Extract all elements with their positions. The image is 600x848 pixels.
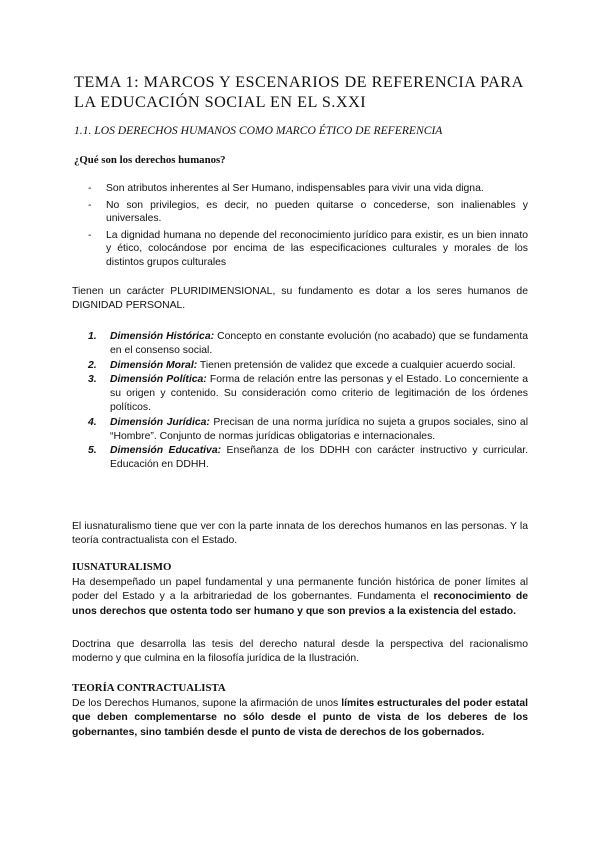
dimension-text: Forma de relación entre las personas y el Estado. Lo concerniente a su origen y contenido. Su consideración como criterio de legitimación de los órdenes políticos. [110,374,528,413]
dimension-term: Dimensión Política: [110,374,207,386]
dash-marker: - [88,229,92,241]
question-heading: ¿Qué son los derechos humanos? [74,154,226,166]
dimension-item [88,359,528,373]
paragraph-text: Ha desempeñado un papel fundamental y una permanente función histórica de poner límites al poder del Estado y a la arbitrariedad de los gobernantes. Fundamenta el [72,577,528,603]
contractualista-paragraph [72,697,528,740]
paragraph-text: De los Derechos Humanos, supone la afirmación de unos [72,698,342,709]
dimension-term: Dimensión Moral: [110,359,198,371]
list-item [88,199,528,226]
list-item [88,229,528,270]
iusnaturalismo-doctrine: Doctrina que desarrolla las tesis del derecho natural desde la perspectiva del racionalismo moderno y que culmina en la filosofía jurídica de la Ilustración. [72,639,528,665]
iusnaturalismo-intro: El iusnaturalismo tiene que ver con la parte innata de los derechos humanos en las personas. Y la teoría contractualista con el Estado. [72,521,528,547]
dimension-item [88,330,528,358]
dimension-item [88,444,528,472]
iusnaturalismo-paragraph [72,576,528,619]
intro-paragraph: Tienen un carácter PLURIDIMENSIONAL, su fundamento es dotar a los seres humanos de DIGNIDAD PERSONAL. [72,286,528,312]
dimension-text: Precisan de una norma jurídica no sujeta a grupos sociales, sino al “Hombre”. Conjunto de normas jurídicas obligatorias e internacionales. [110,416,529,442]
item-number: 1. [88,331,97,342]
item-number: 2. [88,359,97,371]
paragraph-bold-text: reconocimiento de unos derechos que ostenta todo ser humano y que son previos a la existencia del estado. [72,591,528,617]
dimension-text: Tienen pretensión de validez que excede a cualquier acuerdo social. [197,359,516,371]
section-subtitle: 1.1. LOS DERECHOS HUMANOS COMO MARCO ÉTICO DE REFERENCIA [74,124,443,137]
dimensions-list [88,330,528,473]
list-item-text: Son atributos inherentes al Ser Humano, indispensables para vivir una vida digna. [106,183,484,194]
dash-marker: - [88,199,92,211]
iusnaturalismo-heading: IUSNATURALISMO [72,561,172,573]
list-item-text: No son privilegios, es decir, no pueden quitarse o concederse, son inalienables y universales. [106,199,528,225]
dimension-term: Dimensión Jurídica: [110,416,210,428]
item-number: 3. [88,374,97,386]
item-number: 5. [88,445,97,457]
dash-marker: - [88,183,92,194]
list-item-text: La dignidad humana no depende del reconocimiento jurídico para existir, es un bien innato y ético, colocándose por encima de las especificaciones culturales y morales de los distintos grupos culturales [106,229,528,268]
dimension-term: Dimensión Educativa: [110,445,222,457]
contractualista-heading: TEORÍA CONTRACTUALISTA [72,682,226,694]
dimension-text: Concepto en constante evolución (no acabado) que se fundamenta en el consenso social. [110,331,528,356]
dimension-item [88,416,528,444]
paragraph-bold-text: límites estructurales del poder estatal que deben complementarse no sólo desde el punto de vista de los deberes de los gobernantes, sino también desde el punto de vista de derechos de los gobernados. [72,698,528,738]
characteristics-list [88,182,528,273]
item-number: 4. [88,416,97,428]
dimension-item [88,373,528,414]
dimension-term: Dimensión Histórica: [110,331,215,342]
list-item [88,182,528,196]
document-title: TEMA 1: MARCOS Y ESCENARIOS DE REFERENCIA PARA LA EDUCACIÓN SOCIAL EN EL S.XXI [74,73,523,111]
dimension-text: Enseñanza de los DDHH con carácter instructivo y curricular. Educación en DDHH. [110,445,528,471]
